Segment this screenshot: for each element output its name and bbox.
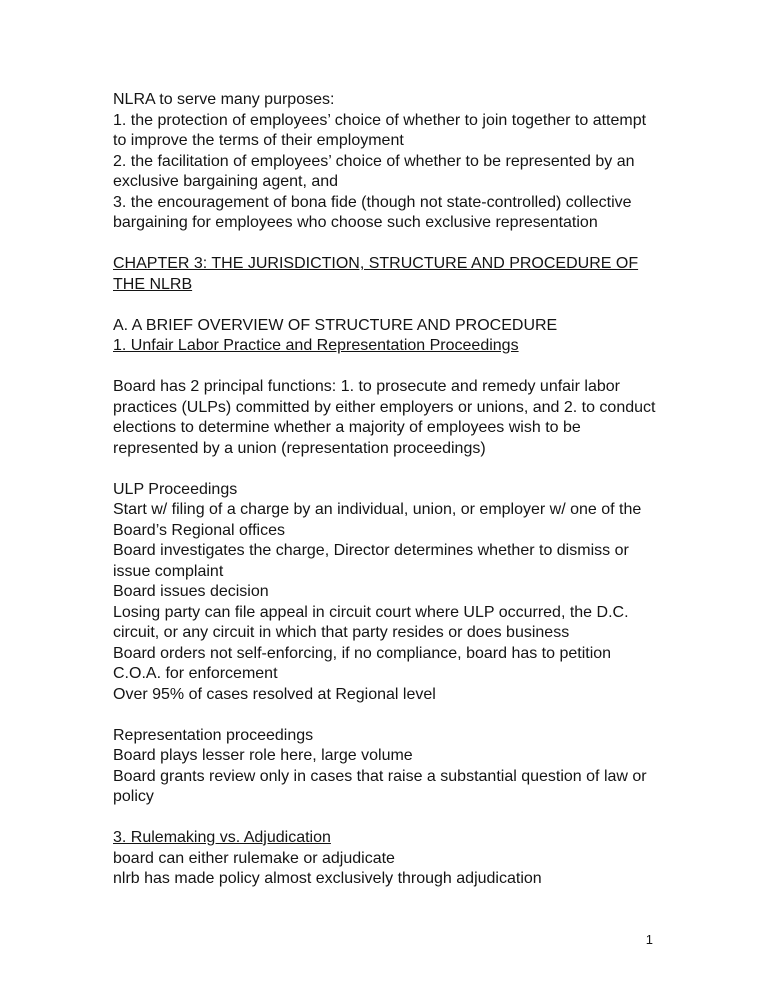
text-line: ULP Proceedings	[113, 480, 238, 498]
text-line: Over 95% of cases resolved at Regional level	[113, 685, 436, 703]
text-line: nlrb has made policy almost exclusively through adjudication	[113, 870, 542, 887]
text-line: Start w/ filing of a charge by an individual, union, or employer w/ one of the Board’s Regional offices	[113, 501, 642, 539]
text-line: Board orders not self-enforcing, if no compliance, board has to petition C.O.A. for enforcement	[113, 644, 612, 682]
paragraph-group	[113, 254, 656, 295]
text-line: A. A BRIEF OVERVIEW OF STRUCTURE AND PROCEDURE	[113, 316, 558, 334]
text-line: 1. the protection of employees’ choice of whether to join together to attempt to improve the terms of their employment	[113, 111, 647, 149]
paragraph-group	[113, 316, 656, 357]
heading-line: 1. Unfair Labor Practice and Representation Proceedings	[113, 337, 519, 354]
paragraph-group	[113, 828, 656, 890]
heading-line: 3. Rulemaking vs. Adjudication	[113, 829, 331, 846]
paragraph-group	[113, 726, 656, 808]
heading-line: CHAPTER 3: THE JURISDICTION, STRUCTURE AND PROCEDURE OF THE NLRB	[113, 255, 639, 293]
text-line: Losing party can file appeal in circuit court where ULP occurred, the D.C. circuit, or any circuit in which that party resides or does business	[113, 603, 629, 641]
text-line: Board issues decision	[113, 583, 269, 600]
text-line: board can either rulemake or adjudicate	[113, 849, 395, 867]
text-line: Board investigates the charge, Director determines whether to dismiss or issue complaint	[113, 542, 629, 580]
text-line: Board plays lesser role here, large volume	[113, 747, 413, 764]
paragraph-group	[113, 90, 656, 234]
paragraph-group	[113, 480, 656, 706]
text-line: NLRA to serve many purposes:	[113, 91, 335, 108]
text-line: 2. the facilitation of employees’ choice of whether to be represented by an exclusive bargaining agent, and	[113, 152, 635, 190]
text-line: Board has 2 principal functions: 1. to prosecute and remedy unfair labor practices (ULPs) committed by either employers or unions, and 2. to conduct elections to determine whether a majority of employees wish to be represented by a union (representation proceedings)	[113, 378, 656, 457]
text-line: Representation proceedings	[113, 726, 314, 744]
page-number: 1	[645, 932, 653, 947]
text-line: 3. the encouragement of bona fide (though not state-controlled) collective bargaining for employees who choose such exclusive representation	[113, 193, 632, 231]
paragraph-group	[113, 377, 656, 459]
document-content	[113, 90, 656, 890]
text-line: Board grants review only in cases that raise a substantial question of law or policy	[113, 767, 647, 805]
